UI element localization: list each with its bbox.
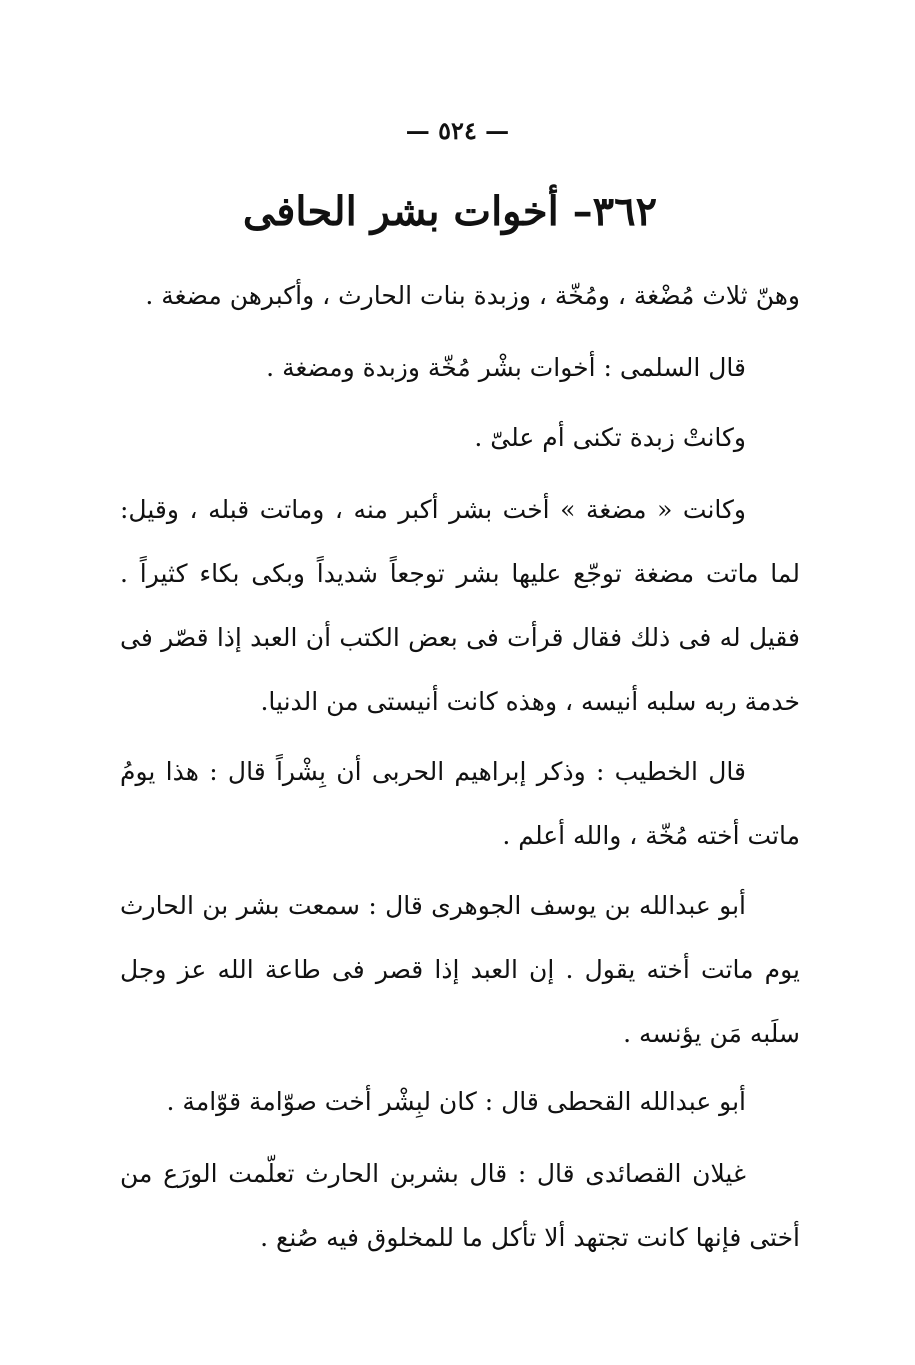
paragraph-qahti: أبو عبدالله القحطى قال : كان لبِشْر أخت صوّامة قوّامة . — [166, 1087, 746, 1116]
paragraph-intro: وهنّ ثلاث مُضْغة ، ومُخّة ، وزبدة بنات الحارث ، وأكبرهن مضغة . — [145, 281, 800, 310]
page-number: — ٥٢٤ — — [405, 116, 510, 145]
paragraph-sulami: قال السلمى : أخوات بشْر مُخّة وزبدة ومضغة . — [266, 353, 746, 382]
page-body — [120, 264, 800, 1276]
paragraph-ghaylan: غيلان القصائدى قال : قال بشربن الحارث تعلّمت الورَع من أختى فإنها كانت تجتهد ألا تأكل ما للمخلوق فيه صُنع . — [120, 1159, 800, 1252]
chapter-title: ٣٦٢– أخوات بشر الحافى — [242, 188, 658, 235]
paragraph-jawhari: أبو عبدالله بن يوسف الجوهرى قال : سمعت بشر بن الحارث يوم ماتت أخته يقول . إن العبد إذا قصر فى طاعة الله عز وجل سلَبه مَن يؤنسه . — [120, 891, 800, 1048]
paragraph-khatib: قال الخطيب : وذكر إبراهيم الحربى أن بِشْراً قال : هذا يومُ ماتت أخته مُخّة ، والله أعلم . — [120, 757, 800, 850]
paragraph-mudgha: وكانت « مضغة » أخت بشر أكبر منه ، وماتت قبله ، وقيل: لما ماتت مضغة توجّع عليها بشر توجعاً شديداً وبكى بكاء كثيراً . فقيل له فى ذلك فقال قرأت فى بعض الكتب أن العبد إذا قصّر فى خدمة ربه سلبه أنيسه ، وهذه كانت أنيستى من الدنيا. — [120, 495, 800, 716]
paragraph-zubda: وكانتْ زبدة تكنى أم علىّ . — [474, 423, 746, 452]
